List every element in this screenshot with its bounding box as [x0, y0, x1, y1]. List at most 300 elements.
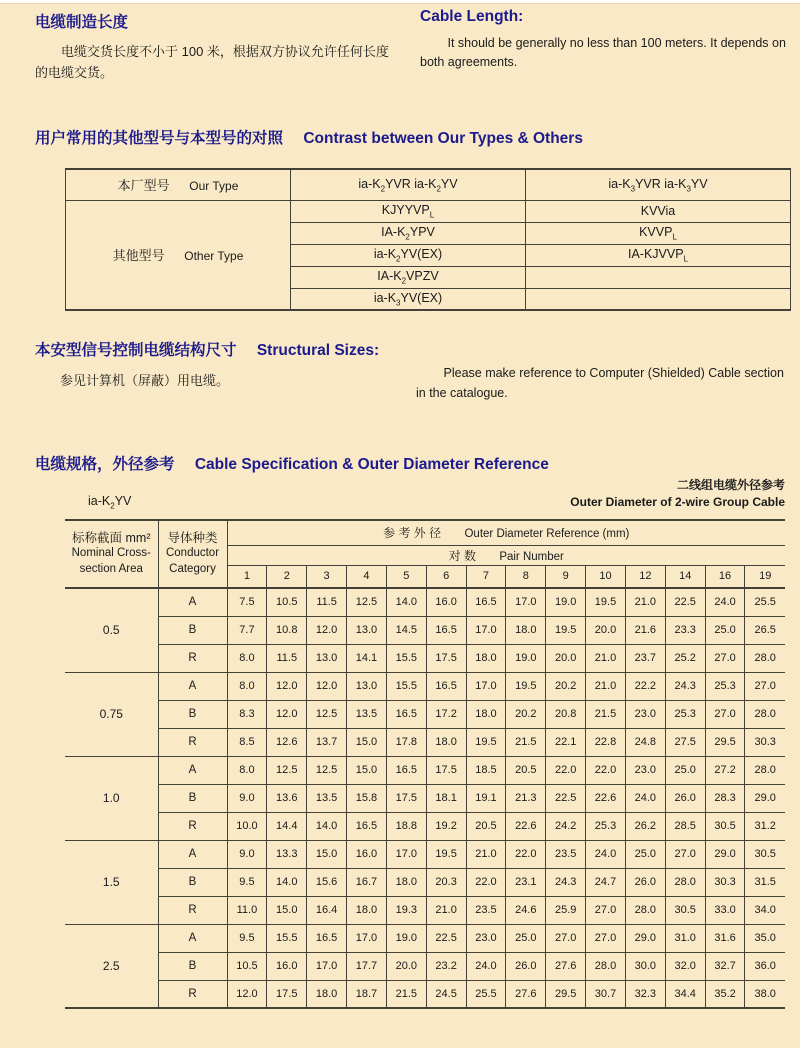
diameter-value-cell: 8.0 [227, 672, 267, 700]
diameter-value-cell: 24.2 [546, 812, 586, 840]
diameter-value-cell: 19.0 [506, 644, 546, 672]
diameter-value-cell: 24.0 [466, 952, 506, 980]
diameter-value-cell: 17.7 [347, 952, 387, 980]
our-type-label-zh: 本厂型号 [117, 178, 170, 194]
spec-table-caption [570, 477, 785, 511]
conductor-header-zh: 导体种类 [167, 530, 218, 545]
conductor-category-cell: A [158, 840, 227, 868]
diameter-value-cell: 36.0 [745, 952, 785, 980]
diameter-value-cell: 26.2 [625, 812, 665, 840]
table-row [65, 728, 785, 756]
diameter-value-cell: 27.6 [546, 952, 586, 980]
diameter-value-cell: 20.8 [546, 700, 586, 728]
diameter-value-cell: 16.0 [426, 588, 466, 616]
diameter-value-cell: 23.7 [625, 644, 665, 672]
diameter-value-cell: 21.0 [586, 672, 626, 700]
nominal-area-header-en1: Nominal Cross- [71, 547, 151, 560]
conductor-category-cell: B [158, 616, 227, 644]
diameter-value-cell: 20.0 [386, 952, 426, 980]
nominal-area-cell: 1.0 [65, 756, 158, 840]
diameter-value-cell: 15.0 [307, 840, 347, 868]
diameter-value-cell: 26.0 [665, 784, 705, 812]
diameter-value-cell: 19.5 [546, 616, 586, 644]
diameter-value-cell: 25.9 [546, 896, 586, 924]
diameter-value-cell: 28.0 [625, 896, 665, 924]
model-label: $ia-K_2YV$ [88, 494, 132, 511]
diameter-value-cell: 13.7 [307, 728, 347, 756]
conductor-category-cell: R [158, 980, 227, 1008]
diameter-value-cell: 26.0 [506, 952, 546, 980]
table-row [65, 812, 785, 840]
other-type-label-cell [66, 200, 291, 310]
diameter-value-cell: 15.5 [386, 672, 426, 700]
conductor-header-en1: Conductor [165, 547, 220, 560]
other-type-cell: $KJYYVP_L$ [291, 200, 526, 222]
diameter-value-cell: 12.5 [307, 756, 347, 784]
diameter-value-cell: 17.0 [466, 672, 506, 700]
cable-length-body-en: It should be generally no less than 100 meters. It depends on both agreements. [420, 36, 786, 69]
diameter-value-cell: 24.5 [426, 980, 466, 1008]
diameter-value-cell: 9.0 [227, 840, 267, 868]
diameter-value-cell: 16.5 [307, 924, 347, 952]
nominal-area-cell: 1.5 [65, 840, 158, 924]
diameter-value-cell: 29.0 [705, 840, 745, 868]
diameter-value-cell: 22.6 [586, 784, 626, 812]
diameter-value-cell: 27.0 [705, 644, 745, 672]
diameter-value-cell: 19.3 [386, 896, 426, 924]
diameter-value-cell: 15.8 [347, 784, 387, 812]
diameter-value-cell: 9.5 [227, 924, 267, 952]
conductor-category-cell: R [158, 896, 227, 924]
diameter-value-cell: 27.6 [506, 980, 546, 1008]
diameter-value-cell: 13.0 [347, 672, 387, 700]
page-top-edge [0, 0, 800, 4]
diameter-value-cell: 34.4 [665, 980, 705, 1008]
spec-table-body [65, 588, 785, 1008]
diameter-value-cell: 13.0 [347, 616, 387, 644]
spec-table [65, 519, 785, 1009]
pair-number-cell: 3 [307, 565, 347, 588]
diameter-value-cell: 16.0 [347, 840, 387, 868]
diameter-value-cell: 10.8 [267, 616, 307, 644]
diameter-value-cell: 29.0 [745, 784, 785, 812]
our-type-cell: $ia-K_3YVR$ $ia-K_3YV$ [526, 169, 791, 200]
diameter-value-cell: 31.5 [745, 868, 785, 896]
other-type-label-zh: 其他型号 [112, 248, 165, 264]
conductor-category-cell: B [158, 784, 227, 812]
diameter-value-cell: 25.0 [705, 616, 745, 644]
table-row [65, 756, 785, 784]
diameter-value-cell: 12.0 [307, 672, 347, 700]
cable-length-title-zh: 电缆制造长度 [35, 14, 129, 31]
diameter-value-cell: 18.0 [426, 728, 466, 756]
pair-number-cell: 5 [386, 565, 426, 588]
diameter-value-cell: 10.5 [267, 588, 307, 616]
table-row [66, 200, 791, 222]
diameter-value-cell: 18.0 [466, 644, 506, 672]
diameter-value-cell: 25.0 [625, 840, 665, 868]
diameter-value-cell: 32.3 [625, 980, 665, 1008]
diameter-value-cell: 8.0 [227, 756, 267, 784]
diameter-value-cell: 16.5 [386, 756, 426, 784]
diameter-value-cell: 30.3 [705, 868, 745, 896]
table-row [65, 868, 785, 896]
diameter-value-cell: 19.1 [466, 784, 506, 812]
diameter-value-cell: 22.5 [426, 924, 466, 952]
table-row [65, 616, 785, 644]
cable-length-section-zh [35, 10, 397, 83]
table-row [65, 980, 785, 1008]
diameter-value-cell: 22.5 [546, 784, 586, 812]
diameter-value-cell: 14.0 [307, 812, 347, 840]
diameter-value-cell: 30.5 [665, 896, 705, 924]
table-row [65, 840, 785, 868]
diameter-value-cell: 20.5 [466, 812, 506, 840]
diameter-value-cell: 20.2 [506, 700, 546, 728]
diameter-value-cell: 24.0 [625, 784, 665, 812]
other-type-label-en: Other Type [184, 249, 244, 264]
diameter-value-cell: 22.8 [586, 728, 626, 756]
diameter-value-cell: 21.0 [586, 644, 626, 672]
diameter-value-cell: 21.0 [466, 840, 506, 868]
diameter-value-cell: 22.6 [506, 812, 546, 840]
diameter-value-cell: 21.6 [625, 616, 665, 644]
conductor-category-cell: A [158, 588, 227, 616]
diameter-value-cell: 16.0 [267, 952, 307, 980]
conductor-category-cell: A [158, 756, 227, 784]
diameter-value-cell: 29.5 [546, 980, 586, 1008]
diameter-value-cell: 28.0 [665, 868, 705, 896]
diameter-value-cell: 13.6 [267, 784, 307, 812]
diameter-value-cell: 17.0 [466, 616, 506, 644]
diameter-value-cell: 17.5 [386, 784, 426, 812]
nominal-area-cell: 0.5 [65, 588, 158, 672]
diameter-value-cell: 19.0 [386, 924, 426, 952]
table-row [66, 169, 791, 200]
diameter-value-cell: 18.7 [347, 980, 387, 1008]
diameter-value-cell: 22.0 [466, 868, 506, 896]
spec-title-en: Cable Specification & Outer Diameter Reference [194, 456, 549, 473]
pair-number-cell: 12 [625, 565, 665, 588]
diameter-value-cell: 16.5 [466, 588, 506, 616]
diameter-value-cell: 7.5 [227, 588, 267, 616]
diameter-value-cell: 21.5 [386, 980, 426, 1008]
diameter-value-cell: 23.1 [506, 868, 546, 896]
pair-number-cell: 9 [546, 565, 586, 588]
diameter-value-cell: 7.7 [227, 616, 267, 644]
spec-caption-zh: 二线组电缆外径参考 [676, 478, 785, 492]
conductor-category-cell: B [158, 952, 227, 980]
diameter-value-cell: 17.5 [267, 980, 307, 1008]
structural-title-en: Structural Sizes: [256, 342, 380, 359]
diameter-value-cell: 15.0 [347, 756, 387, 784]
diameter-value-cell: 28.5 [665, 812, 705, 840]
diameter-value-cell: 17.2 [426, 700, 466, 728]
diameter-value-cell: 19.5 [466, 728, 506, 756]
diameter-value-cell: 12.5 [267, 756, 307, 784]
spec-title-zh: 电缆规格，外径参考 [35, 456, 175, 473]
diameter-value-cell: 18.0 [347, 896, 387, 924]
our-type-label-cell [66, 169, 291, 200]
outer-diameter-header [227, 520, 785, 545]
diameter-value-cell: 31.0 [665, 924, 705, 952]
diameter-value-cell: 17.5 [426, 644, 466, 672]
diameter-value-cell: 22.0 [506, 840, 546, 868]
spec-caption-en: Outer Diameter of 2-wire Group Cable [570, 495, 785, 509]
diameter-value-cell: 18.8 [386, 812, 426, 840]
diameter-value-cell: 17.0 [347, 924, 387, 952]
diameter-value-cell: 8.0 [227, 644, 267, 672]
diameter-value-cell: 25.3 [586, 812, 626, 840]
diameter-value-cell: 16.5 [347, 812, 387, 840]
diameter-value-cell: 14.5 [386, 616, 426, 644]
diameter-value-cell: 18.1 [426, 784, 466, 812]
diameter-value-cell: 12.0 [307, 616, 347, 644]
diameter-value-cell: 18.0 [307, 980, 347, 1008]
pair-number-header-zh: 对 数 [448, 548, 476, 563]
table-row [65, 952, 785, 980]
diameter-value-cell: 10.0 [227, 812, 267, 840]
other-type-cell: $IA-KJVVP_L$ [526, 244, 791, 266]
diameter-value-cell: 13.5 [347, 700, 387, 728]
diameter-value-cell: 30.7 [586, 980, 626, 1008]
pair-number-cell: 10 [586, 565, 626, 588]
contrast-title-zh: 用户常用的其他型号与本型号的对照 [35, 130, 284, 147]
pair-number-cell: 4 [347, 565, 387, 588]
diameter-value-cell: 18.0 [506, 616, 546, 644]
outer-diameter-header-en: Outer Diameter Reference (mm) [464, 528, 630, 541]
other-type-cell: $IA-K_2YPV$ [291, 222, 526, 244]
diameter-value-cell: 17.0 [506, 588, 546, 616]
diameter-value-cell: 24.6 [506, 896, 546, 924]
diameter-value-cell: 15.6 [307, 868, 347, 896]
other-type-cell: $IA-K_2VPZV$ [291, 266, 526, 288]
nominal-area-cell: 2.5 [65, 924, 158, 1008]
pair-number-cell: 19 [745, 565, 785, 588]
diameter-value-cell: 16.5 [386, 700, 426, 728]
structural-section-title [35, 338, 379, 360]
diameter-value-cell: 19.5 [586, 588, 626, 616]
diameter-value-cell: 16.5 [426, 672, 466, 700]
structural-title-zh: 本安型信号控制电缆结构尺寸 [35, 342, 237, 359]
diameter-value-cell: 30.5 [705, 812, 745, 840]
diameter-value-cell: 28.0 [745, 644, 785, 672]
diameter-value-cell: 32.0 [665, 952, 705, 980]
diameter-value-cell: 29.5 [705, 728, 745, 756]
diameter-value-cell: 23.2 [426, 952, 466, 980]
pair-number-header [227, 545, 785, 565]
diameter-value-cell: 21.5 [586, 700, 626, 728]
diameter-value-cell: 25.5 [745, 588, 785, 616]
diameter-value-cell: 17.8 [386, 728, 426, 756]
diameter-value-cell: 19.0 [546, 588, 586, 616]
conductor-header-en2: Category [169, 562, 216, 575]
pair-number-cell: 16 [705, 565, 745, 588]
diameter-value-cell: 25.2 [665, 644, 705, 672]
pair-number-header-en: Pair Number [499, 550, 564, 563]
diameter-value-cell: 9.0 [227, 784, 267, 812]
contrast-title-en: Contrast between Our Types & Others [303, 130, 583, 147]
structural-body-zh: 参见计算机（屏蔽）用电缆。 [60, 373, 230, 388]
other-type-cell: $ia-K_2YV(EX)$ [291, 244, 526, 266]
nominal-area-header-zh: 标称截面 mm² [72, 530, 151, 545]
diameter-value-cell: 38.0 [745, 980, 785, 1008]
diameter-value-cell: 28.0 [586, 952, 626, 980]
diameter-value-cell: 18.0 [466, 700, 506, 728]
diameter-value-cell: 20.3 [426, 868, 466, 896]
diameter-value-cell: 10.5 [227, 952, 267, 980]
diameter-value-cell: 27.0 [586, 896, 626, 924]
outer-diameter-header-zh: 参 考 外 径 [383, 526, 442, 541]
diameter-value-cell: 15.0 [267, 896, 307, 924]
diameter-value-cell: 18.0 [386, 868, 426, 896]
pair-number-cell: 8 [506, 565, 546, 588]
diameter-value-cell: 31.2 [745, 812, 785, 840]
diameter-value-cell: 23.0 [466, 924, 506, 952]
conductor-category-cell: A [158, 924, 227, 952]
table-row [65, 896, 785, 924]
diameter-value-cell: 21.5 [506, 728, 546, 756]
diameter-value-cell: 13.0 [307, 644, 347, 672]
diameter-value-cell: 22.2 [625, 672, 665, 700]
diameter-value-cell: 14.1 [347, 644, 387, 672]
pair-number-cell: 7 [466, 565, 506, 588]
diameter-value-cell: 23.0 [625, 700, 665, 728]
conductor-category-cell: R [158, 728, 227, 756]
pair-number-cell: 6 [426, 565, 466, 588]
diameter-value-cell: 16.4 [307, 896, 347, 924]
diameter-value-cell: 24.7 [586, 868, 626, 896]
table-row [65, 588, 785, 616]
diameter-value-cell: 14.4 [267, 812, 307, 840]
diameter-value-cell: 14.0 [267, 868, 307, 896]
diameter-value-cell: 16.5 [426, 616, 466, 644]
diameter-value-cell: 20.0 [546, 644, 586, 672]
diameter-value-cell: 17.0 [307, 952, 347, 980]
diameter-value-cell: 22.0 [546, 756, 586, 784]
conductor-category-header [158, 520, 227, 588]
diameter-value-cell: 35.2 [705, 980, 745, 1008]
diameter-value-cell: 16.7 [347, 868, 387, 896]
diameter-value-cell: 32.7 [705, 952, 745, 980]
other-type-cell [526, 288, 791, 310]
structural-body-en: Please make reference to Computer (Shielded) Cable section in the catalogue. [416, 366, 784, 400]
conductor-category-cell: A [158, 672, 227, 700]
nominal-area-cell: 0.75 [65, 672, 158, 756]
diameter-value-cell: 34.0 [745, 896, 785, 924]
other-type-cell: $ia-K_3YV(EX)$ [291, 288, 526, 310]
table-row [65, 644, 785, 672]
pair-number-cell: 1 [227, 565, 267, 588]
diameter-value-cell: 12.5 [347, 588, 387, 616]
other-type-cell [526, 266, 791, 288]
diameter-value-cell: 12.6 [267, 728, 307, 756]
our-type-label-en: Our Type [189, 179, 239, 194]
diameter-value-cell: 23.5 [466, 896, 506, 924]
diameter-value-cell: 23.5 [546, 840, 586, 868]
diameter-value-cell: 9.5 [227, 868, 267, 896]
diameter-value-cell: 21.3 [506, 784, 546, 812]
table-row [65, 924, 785, 952]
diameter-value-cell: 31.6 [705, 924, 745, 952]
table-row [65, 520, 785, 545]
conductor-category-cell: R [158, 812, 227, 840]
diameter-value-cell: 28.3 [705, 784, 745, 812]
diameter-value-cell: 24.3 [665, 672, 705, 700]
diameter-value-cell: 18.5 [466, 756, 506, 784]
cable-length-title-en: Cable Length: [420, 8, 524, 25]
diameter-value-cell: 25.0 [665, 756, 705, 784]
other-type-cell: KVVia [526, 200, 791, 222]
conductor-category-cell: R [158, 644, 227, 672]
diameter-value-cell: 23.3 [665, 616, 705, 644]
diameter-value-cell: 20.0 [586, 616, 626, 644]
diameter-value-cell: 23.0 [625, 756, 665, 784]
diameter-value-cell: 33.0 [705, 896, 745, 924]
diameter-value-cell: 27.0 [586, 924, 626, 952]
diameter-value-cell: 12.5 [307, 700, 347, 728]
diameter-value-cell: 8.3 [227, 700, 267, 728]
diameter-value-cell: 22.0 [586, 756, 626, 784]
diameter-value-cell: 27.0 [745, 672, 785, 700]
diameter-value-cell: 35.0 [745, 924, 785, 952]
diameter-value-cell: 28.0 [745, 700, 785, 728]
diameter-value-cell: 12.0 [267, 672, 307, 700]
diameter-value-cell: 27.0 [665, 840, 705, 868]
conductor-category-cell: B [158, 700, 227, 728]
pair-number-cell: 14 [665, 565, 705, 588]
diameter-value-cell: 19.2 [426, 812, 466, 840]
cable-length-section-en [420, 8, 794, 72]
diameter-value-cell: 27.5 [665, 728, 705, 756]
diameter-value-cell: 26.0 [625, 868, 665, 896]
cable-length-body-zh: 电缆交货长度不小于 100 米，根据双方协议允许任何长度的电缆交货。 [35, 44, 389, 80]
diameter-value-cell: 26.5 [745, 616, 785, 644]
spec-section-title [35, 452, 549, 474]
diameter-value-cell: 17.0 [386, 840, 426, 868]
our-type-cell: $ia-K_2YVR$ $ia-K_2YV$ [291, 169, 526, 200]
diameter-value-cell: 12.0 [267, 700, 307, 728]
diameter-value-cell: 13.5 [307, 784, 347, 812]
diameter-value-cell: 11.5 [307, 588, 347, 616]
diameter-value-cell: 24.0 [705, 588, 745, 616]
diameter-value-cell: 13.3 [267, 840, 307, 868]
diameter-value-cell: 28.0 [745, 756, 785, 784]
other-type-cell: $KVVP_L$ [526, 222, 791, 244]
diameter-value-cell: 22.5 [665, 588, 705, 616]
diameter-value-cell: 22.1 [546, 728, 586, 756]
table-row [65, 672, 785, 700]
diameter-value-cell: 12.0 [227, 980, 267, 1008]
diameter-value-cell: 29.0 [625, 924, 665, 952]
diameter-value-cell: 17.5 [426, 756, 466, 784]
diameter-value-cell: 15.0 [347, 728, 387, 756]
diameter-value-cell: 19.5 [506, 672, 546, 700]
diameter-value-cell: 15.5 [386, 644, 426, 672]
diameter-value-cell: 19.5 [426, 840, 466, 868]
diameter-value-cell: 25.5 [466, 980, 506, 1008]
diameter-value-cell: 30.5 [745, 840, 785, 868]
contrast-section-title [35, 126, 583, 148]
diameter-value-cell: 20.2 [546, 672, 586, 700]
diameter-value-cell: 11.5 [267, 644, 307, 672]
pair-number-cell: 2 [267, 565, 307, 588]
type-contrast-table [65, 168, 791, 311]
diameter-value-cell: 20.5 [506, 756, 546, 784]
diameter-value-cell: 27.0 [546, 924, 586, 952]
diameter-value-cell: 25.3 [705, 672, 745, 700]
diameter-value-cell: 30.0 [625, 952, 665, 980]
